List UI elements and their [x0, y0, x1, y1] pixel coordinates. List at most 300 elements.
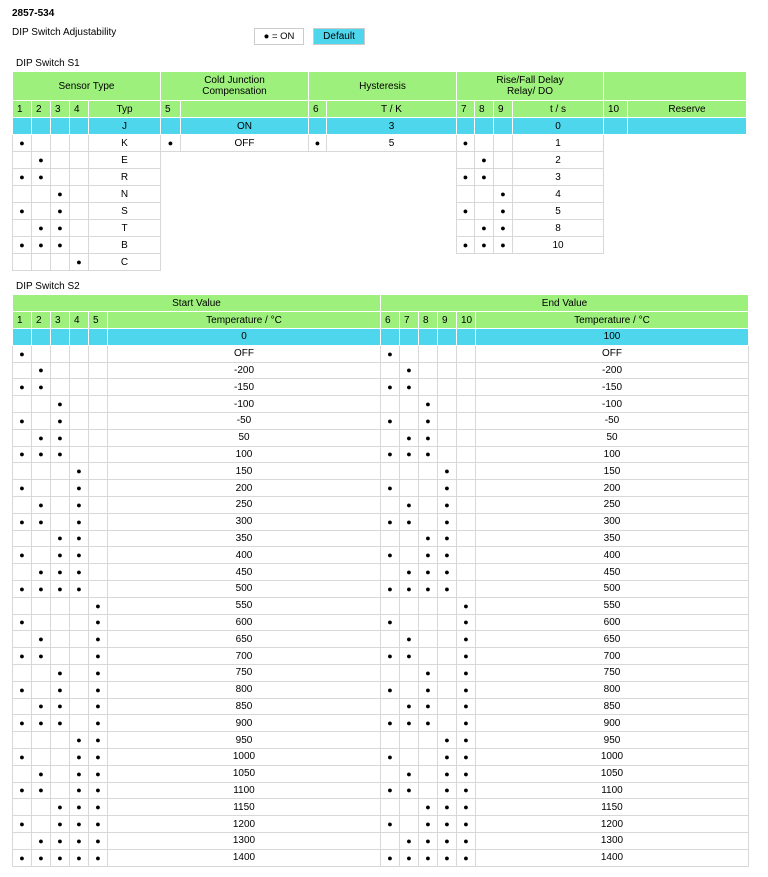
s2-sw8-cell: ●: [419, 816, 438, 833]
end-temperature-cell: 700: [476, 648, 749, 665]
s2-sw2-cell: ●: [32, 782, 51, 799]
s2-sw10-cell: [457, 496, 476, 513]
empty-cell: [161, 186, 457, 203]
s2-table-row: [13, 480, 749, 497]
s1-sw5-cell: ●: [161, 135, 181, 152]
s1-sw6-cell: ●: [309, 135, 327, 152]
end-temperature-cell: 850: [476, 698, 749, 715]
s2-sw6-cell: ●: [381, 849, 400, 866]
on-legend: ● = ON: [254, 28, 304, 45]
s2-sw9-cell: ●: [438, 832, 457, 849]
s2-sw1-cell: ●: [13, 345, 32, 362]
s2-sw1-cell: [13, 396, 32, 413]
s1-sw4-cell: [70, 237, 89, 254]
start-temperature-cell: 550: [108, 597, 381, 614]
start-temperature-cell: 500: [108, 580, 381, 597]
empty-cell: [604, 169, 747, 186]
s2-sw3-cell: ●: [51, 849, 70, 866]
s2-sw2-cell: [32, 732, 51, 749]
s1-sw2-cell: [32, 135, 51, 152]
s2-sw9-cell: ●: [438, 816, 457, 833]
delay-value-cell: 5: [513, 203, 604, 220]
end-temperature-header: Temperature / °C: [476, 312, 749, 329]
s2-sw4-cell: ●: [70, 765, 89, 782]
s1-sw2-cell: ●: [32, 220, 51, 237]
s2-section-title: DIP Switch S2: [16, 281, 80, 292]
s2-group-header-row: [13, 295, 749, 312]
s1-sw8-cell: ●: [475, 220, 494, 237]
end-temperature-cell: 100: [476, 329, 749, 346]
s2-sw9-cell: [438, 715, 457, 732]
s2-sw1-cell: ●: [13, 580, 32, 597]
s2-sw4-cell: ●: [70, 732, 89, 749]
s2-sw1-cell: [13, 799, 32, 816]
s2-sw10-cell: ●: [457, 782, 476, 799]
s2-sw4-cell: ●: [70, 463, 89, 480]
s1-sw1-cell: [13, 152, 32, 169]
s2-sw3-cell: [51, 631, 70, 648]
s2-sw3-cell: [51, 748, 70, 765]
s2-sw1-cell: [13, 832, 32, 849]
s2-sw3-cell: [51, 329, 70, 346]
s2-sw6-cell: [381, 496, 400, 513]
s2-sw7-cell: [400, 681, 419, 698]
s2-sw7-cell: ●: [400, 580, 419, 597]
end-temperature-cell: 1150: [476, 799, 749, 816]
s2-sw10-cell: ●: [457, 748, 476, 765]
s1-sw8-cell: ●: [475, 237, 494, 254]
sensor-type-cell: T: [89, 220, 161, 237]
s2-sw2-cell: [32, 748, 51, 765]
empty-cell: [604, 186, 747, 203]
s2-sw5-cell: ●: [89, 816, 108, 833]
s2-sw1-cell: ●: [13, 816, 32, 833]
s1-sw9-cell: [494, 118, 513, 135]
s1-sw9-header: 9: [494, 101, 513, 118]
s1-sw1-cell: [13, 220, 32, 237]
s2-sw5-cell: [89, 396, 108, 413]
s2-sw7-cell: ●: [400, 648, 419, 665]
s2-sw9-cell: ●: [438, 748, 457, 765]
s2-sw4-cell: [70, 396, 89, 413]
s2-sw6-cell: ●: [381, 782, 400, 799]
start-temperature-cell: OFF: [108, 345, 381, 362]
s2-sw1-cell: [13, 732, 32, 749]
s2-sw8-cell: ●: [419, 547, 438, 564]
s2-sw5-cell: [89, 547, 108, 564]
end-temperature-cell: 200: [476, 480, 749, 497]
cjc-header-line1: Cold Junction: [204, 75, 265, 86]
s2-sw6-cell: ●: [381, 412, 400, 429]
s2-sw7-cell: [400, 530, 419, 547]
s2-sw5-cell: [89, 329, 108, 346]
s2-sw1-cell: ●: [13, 648, 32, 665]
s2-table-row: [13, 396, 749, 413]
s1-sw3-cell: [51, 118, 70, 135]
s2-sw7-cell: ●: [400, 715, 419, 732]
s2-sw6-cell: ●: [381, 648, 400, 665]
s2-sw2-cell: [32, 345, 51, 362]
s2-sw1-cell: ●: [13, 412, 32, 429]
s2-sw3-cell: [51, 496, 70, 513]
s2-sw5-cell: ●: [89, 849, 108, 866]
s1-sw7-cell: [457, 186, 475, 203]
s2-sw6-cell: ●: [381, 513, 400, 530]
s1-sw9-cell: ●: [494, 203, 513, 220]
s2-sw10-cell: [457, 379, 476, 396]
s2-sw4-cell: ●: [70, 849, 89, 866]
s2-sw3-cell: ●: [51, 580, 70, 597]
s1-sw6-cell: [309, 118, 327, 135]
s2-sw9-cell: [438, 412, 457, 429]
s2-sw7-cell: ●: [400, 698, 419, 715]
s1-sw7-cell: [457, 152, 475, 169]
start-temperature-cell: 100: [108, 446, 381, 463]
start-temperature-cell: 450: [108, 564, 381, 581]
s2-sw5-cell: ●: [89, 715, 108, 732]
s2-sw6-cell: [381, 463, 400, 480]
s2-sw9-cell: ●: [438, 732, 457, 749]
start-temperature-cell: 600: [108, 614, 381, 631]
s1-table-row: [13, 169, 747, 186]
typ-header: Typ: [89, 101, 161, 118]
empty-cell: [161, 152, 457, 169]
s2-sw6-cell: [381, 765, 400, 782]
s2-sw6-cell: ●: [381, 446, 400, 463]
s2-sw4-cell: ●: [70, 580, 89, 597]
s2-table-row: [13, 496, 749, 513]
s2-sw4-cell: [70, 664, 89, 681]
s2-sw2-cell: ●: [32, 379, 51, 396]
s2-sw8-cell: [419, 765, 438, 782]
s2-sw5-cell: ●: [89, 832, 108, 849]
s2-sw5-cell: [89, 412, 108, 429]
s2-sw7-cell: ●: [400, 765, 419, 782]
s1-sw8-cell: ●: [475, 152, 494, 169]
cjc-header: [161, 72, 309, 101]
s2-table-row: [13, 799, 749, 816]
s2-table-row: [13, 513, 749, 530]
s2-sw10-cell: [457, 396, 476, 413]
s2-sw8-cell: ●: [419, 580, 438, 597]
s2-sw1-cell: [13, 698, 32, 715]
s2-sw2-cell: ●: [32, 832, 51, 849]
s2-sw10-cell: [457, 429, 476, 446]
end-temperature-cell: 550: [476, 597, 749, 614]
s2-sw8-cell: [419, 379, 438, 396]
end-temperature-cell: -150: [476, 379, 749, 396]
s2-sw6-cell: [381, 698, 400, 715]
s2-sw2-cell: [32, 329, 51, 346]
s1-sw4-cell: [70, 152, 89, 169]
s2-sw2-header: 2: [32, 312, 51, 329]
s1-table-row: [13, 237, 747, 254]
s2-sw2-cell: ●: [32, 580, 51, 597]
s1-sw9-cell: ●: [494, 220, 513, 237]
start-temperature-cell: 50: [108, 429, 381, 446]
s1-sw1-cell: ●: [13, 237, 32, 254]
s2-sw8-cell: ●: [419, 832, 438, 849]
s2-sw9-cell: [438, 597, 457, 614]
s1-sw3-cell: [51, 135, 70, 152]
s1-sw4-cell: [70, 186, 89, 203]
s1-sw7-cell: [457, 118, 475, 135]
s2-sw2-cell: ●: [32, 429, 51, 446]
s2-sw1-cell: ●: [13, 379, 32, 396]
end-temperature-cell: 600: [476, 614, 749, 631]
s2-sw7-cell: ●: [400, 429, 419, 446]
s2-sw5-cell: [89, 362, 108, 379]
s2-sw10-cell: ●: [457, 614, 476, 631]
s2-sw10-cell: [457, 446, 476, 463]
s1-sw9-cell: [494, 135, 513, 152]
sensor-type-cell: C: [89, 254, 161, 271]
s2-sw7-cell: ●: [400, 832, 419, 849]
s2-sw10-cell: ●: [457, 715, 476, 732]
dip-switch-s2-table: [12, 294, 749, 867]
delay-value-cell: 10: [513, 237, 604, 254]
s2-table-row: [13, 664, 749, 681]
end-temperature-cell: 500: [476, 580, 749, 597]
s2-sw9-cell: [438, 362, 457, 379]
s2-sw4-cell: [70, 379, 89, 396]
s2-sw2-cell: ●: [32, 513, 51, 530]
s1-sw1-cell: [13, 254, 32, 271]
start-temperature-cell: 700: [108, 648, 381, 665]
s2-sw5-cell: [89, 564, 108, 581]
s2-sw9-cell: [438, 345, 457, 362]
s1-sw8-cell: [475, 186, 494, 203]
start-temperature-cell: 1200: [108, 816, 381, 833]
start-temperature-cell: 1100: [108, 782, 381, 799]
s2-sw4-cell: [70, 681, 89, 698]
start-temperature-cell: 1050: [108, 765, 381, 782]
empty-cell: [161, 169, 457, 186]
s1-sw10-header: 10: [604, 101, 628, 118]
empty-cell: [604, 152, 747, 169]
start-temperature-cell: 350: [108, 530, 381, 547]
s2-sw8-cell: [419, 362, 438, 379]
s2-table-row: [13, 832, 749, 849]
s2-sw7-cell: [400, 345, 419, 362]
reserve-header: Reserve: [628, 101, 747, 118]
s1-sw3-cell: ●: [51, 186, 70, 203]
end-temperature-cell: 650: [476, 631, 749, 648]
s2-sw9-cell: [438, 614, 457, 631]
s2-sw7-cell: [400, 664, 419, 681]
s2-sw6-cell: ●: [381, 748, 400, 765]
end-temperature-cell: 900: [476, 715, 749, 732]
s2-sw9-cell: [438, 631, 457, 648]
tk-header: T / K: [327, 101, 457, 118]
s2-sw10-cell: [457, 480, 476, 497]
s2-sw5-cell: ●: [89, 597, 108, 614]
s2-sw2-cell: ●: [32, 631, 51, 648]
s2-sw7-cell: ●: [400, 362, 419, 379]
s2-table-row: [13, 463, 749, 480]
s2-sw6-cell: ●: [381, 345, 400, 362]
delay-value-cell: 0: [513, 118, 604, 135]
s2-table-row: [13, 362, 749, 379]
s2-sw3-cell: [51, 648, 70, 665]
s2-sw4-cell: [70, 412, 89, 429]
s2-sw10-cell: [457, 564, 476, 581]
s2-sw2-cell: ●: [32, 648, 51, 665]
s2-sw1-cell: [13, 564, 32, 581]
s1-sw7-cell: [457, 220, 475, 237]
start-value-header: Start Value: [13, 295, 381, 312]
start-temperature-cell: 0: [108, 329, 381, 346]
s2-sw5-cell: [89, 513, 108, 530]
s2-sw8-cell: [419, 648, 438, 665]
s2-sw7-header: 7: [400, 312, 419, 329]
s2-table-row: [13, 631, 749, 648]
end-temperature-cell: 1000: [476, 748, 749, 765]
s2-sw4-cell: [70, 329, 89, 346]
s2-sw2-cell: [32, 547, 51, 564]
s2-sw9-cell: [438, 329, 457, 346]
s2-sw3-cell: ●: [51, 446, 70, 463]
s2-sw4-cell: ●: [70, 513, 89, 530]
s1-sw8-cell: [475, 118, 494, 135]
s2-table-row: [13, 564, 749, 581]
s2-sw2-cell: [32, 412, 51, 429]
s2-table-row: [13, 345, 749, 362]
s2-sw9-cell: [438, 681, 457, 698]
delay-value-cell: 8: [513, 220, 604, 237]
s2-sw3-cell: [51, 782, 70, 799]
s2-sw5-cell: [89, 580, 108, 597]
s2-sw5-cell: [89, 496, 108, 513]
s2-sw8-cell: ●: [419, 429, 438, 446]
s2-sw9-cell: ●: [438, 849, 457, 866]
s2-sw3-header: 3: [51, 312, 70, 329]
s2-sw2-cell: [32, 681, 51, 698]
s2-sw7-cell: ●: [400, 446, 419, 463]
s2-sw7-cell: [400, 547, 419, 564]
s2-sw7-cell: ●: [400, 631, 419, 648]
s1-sw4-cell: [70, 169, 89, 186]
s2-sw8-cell: ●: [419, 681, 438, 698]
s2-sw10-cell: ●: [457, 597, 476, 614]
s1-sw5-cell: [161, 118, 181, 135]
start-temperature-cell: 800: [108, 681, 381, 698]
s2-sw6-cell: ●: [381, 580, 400, 597]
start-temperature-cell: 950: [108, 732, 381, 749]
s2-sw7-cell: ●: [400, 782, 419, 799]
s2-sw9-cell: ●: [438, 799, 457, 816]
delay-header-line1: Rise/Fall Delay: [496, 75, 564, 86]
s2-table-row: [13, 765, 749, 782]
s2-sw3-cell: [51, 379, 70, 396]
cjc-value-cell: OFF: [181, 135, 309, 152]
s2-sw10-cell: ●: [457, 832, 476, 849]
s2-sw8-cell: ●: [419, 530, 438, 547]
start-temperature-cell: 850: [108, 698, 381, 715]
s2-sw4-cell: [70, 345, 89, 362]
s2-sw1-cell: [13, 429, 32, 446]
end-temperature-cell: 150: [476, 463, 749, 480]
s2-sw6-cell: [381, 631, 400, 648]
end-temperature-cell: 750: [476, 664, 749, 681]
hysteresis-value-cell: 5: [327, 135, 457, 152]
s1-sw8-cell: [475, 203, 494, 220]
s2-sw6-cell: [381, 799, 400, 816]
s2-sw6-cell: [381, 362, 400, 379]
s2-sw6-cell: ●: [381, 379, 400, 396]
s2-sw1-cell: ●: [13, 715, 32, 732]
s2-sw3-cell: [51, 513, 70, 530]
s1-sw5-header: 5: [161, 101, 181, 118]
s1-sw2-header: 2: [32, 101, 51, 118]
s2-sw7-cell: [400, 329, 419, 346]
s2-table-row: [13, 446, 749, 463]
s2-sw10-cell: ●: [457, 698, 476, 715]
s2-sw2-cell: [32, 816, 51, 833]
start-temperature-cell: 250: [108, 496, 381, 513]
cjc-value-cell: ON: [181, 118, 309, 135]
s2-sw7-cell: ●: [400, 513, 419, 530]
s1-sw3-cell: ●: [51, 203, 70, 220]
document-subtitle: DIP Switch Adjustability: [12, 27, 117, 38]
delay-value-cell: 2: [513, 152, 604, 169]
s2-sw6-cell: [381, 396, 400, 413]
s2-sw3-cell: ●: [51, 547, 70, 564]
empty-cell: [161, 203, 457, 220]
s2-sw1-cell: ●: [13, 782, 32, 799]
s2-sw7-cell: [400, 748, 419, 765]
s2-sw10-cell: [457, 530, 476, 547]
s2-table-row: [13, 681, 749, 698]
s2-table-row: [13, 748, 749, 765]
end-temperature-cell: 300: [476, 513, 749, 530]
s2-table-row: [13, 698, 749, 715]
s1-sw7-cell: ●: [457, 169, 475, 186]
s2-sw1-cell: ●: [13, 446, 32, 463]
s2-sw8-cell: [419, 463, 438, 480]
end-temperature-cell: 1050: [476, 765, 749, 782]
sensor-type-cell: S: [89, 203, 161, 220]
s2-sw1-cell: ●: [13, 480, 32, 497]
s2-sw10-cell: [457, 463, 476, 480]
cjc-header-line2: Compensation: [202, 86, 267, 97]
s2-sw10-cell: ●: [457, 765, 476, 782]
s2-sw3-cell: ●: [51, 412, 70, 429]
s2-sw9-cell: ●: [438, 496, 457, 513]
s2-sw3-cell: ●: [51, 530, 70, 547]
end-temperature-cell: OFF: [476, 345, 749, 362]
s1-sw8-cell: ●: [475, 169, 494, 186]
s2-sw3-cell: ●: [51, 698, 70, 715]
s2-sw10-cell: ●: [457, 849, 476, 866]
s2-table-row: [13, 816, 749, 833]
s1-sw8-header: 8: [475, 101, 494, 118]
s2-sw8-cell: [419, 631, 438, 648]
end-temperature-cell: 50: [476, 429, 749, 446]
s2-sw7-cell: [400, 463, 419, 480]
s1-table-row: [13, 254, 747, 271]
s2-sw9-cell: ●: [438, 480, 457, 497]
s2-sw2-cell: [32, 614, 51, 631]
start-temperature-cell: 1000: [108, 748, 381, 765]
s2-sw3-cell: [51, 480, 70, 497]
s2-sw6-header: 6: [381, 312, 400, 329]
s2-sw10-cell: [457, 329, 476, 346]
s2-sw10-cell: ●: [457, 648, 476, 665]
start-temperature-cell: 400: [108, 547, 381, 564]
s2-sw9-cell: [438, 379, 457, 396]
start-temperature-cell: 1400: [108, 849, 381, 866]
